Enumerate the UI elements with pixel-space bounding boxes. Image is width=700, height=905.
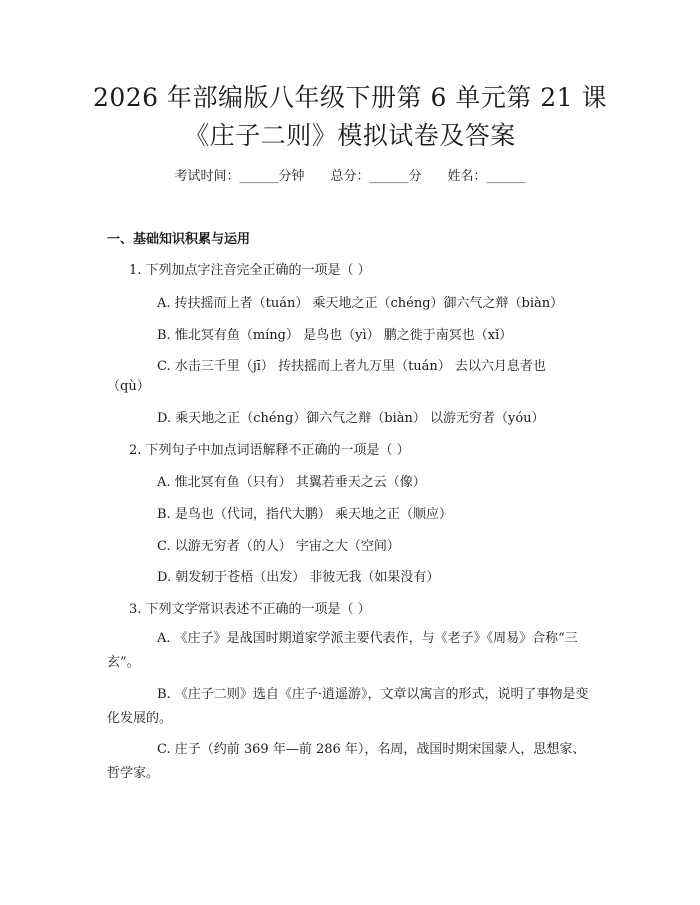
exam-time: 考试时间：______分钟 xyxy=(174,169,305,184)
question-2-option-d: D. 朝发轫于苍梧（出发） 非彼无我（如果没有） xyxy=(157,570,440,585)
question-3-option-b-text: B. 《庄子二则》选自《庄子·逍遥游》，文章以寓言的形式，说明了事物是变化发展的。 xyxy=(107,687,589,726)
section-heading: 一、基础知识积累与运用 xyxy=(107,232,251,247)
question-2-option-a: A. 惟北冥有鱼（只有） 其翼若垂天之云（像） xyxy=(157,475,426,490)
question-1-option-a: A. 抟扶摇而上者（tuán） 乘天地之正（chéng）御六气之辩（biàn） xyxy=(157,296,564,311)
question-3-option-a xyxy=(107,627,597,675)
question-2-option-c: C. 以游无穷者（的人） 宇宙之大（空间） xyxy=(157,539,400,554)
question-3-option-b xyxy=(107,683,597,731)
question-1-stem: 1. 下列加点字注音完全正确的一项是（ ） xyxy=(129,263,371,278)
exam-name: 姓名：______ xyxy=(447,169,526,184)
question-3-stem: 3. 下列文学常识表述不正确的一项是（ ） xyxy=(129,602,371,617)
question-1-option-b: B. 惟北冥有鱼（míng） 是鸟也（yì） 鹏之徙于南冥也（xǐ） xyxy=(157,328,513,343)
question-3-option-c xyxy=(107,738,597,786)
page-title-line-2: 《庄子二则》模拟试卷及答案 xyxy=(184,121,516,150)
question-1-option-d: D. 乘天地之正（chéng）御六气之辩（biàn） 以游无穷者（yóu） xyxy=(157,411,545,426)
page-title-line-1: 2026 年部编版八年级下册第 6 单元第 21 课 xyxy=(92,83,608,112)
question-2-option-b: B. 是鸟也（代词，指代大鹏） 乘天地之正（顺应） xyxy=(157,507,452,522)
exam-info xyxy=(0,168,700,186)
question-3-option-a-text: A. 《庄子》是战国时期道家学派主要代表作，与《老子》《周易》合称“三玄”。 xyxy=(107,631,578,670)
question-1-option-c-cont: （qù） xyxy=(107,379,150,394)
question-1-option-c: C. 水击三千里（jī） 抟扶摇而上者九万里（tuán） 去以六月息者也 xyxy=(157,359,546,374)
exam-score: 总分：______分 xyxy=(330,169,422,184)
question-3-option-c-text: C. 庄子（约前 369 年—前 286 年），名周，战国时期宋国蒙人，思想家、哲学家。 xyxy=(107,742,586,781)
question-2-stem: 2. 下列句子中加点词语解释不正确的一项是（ ） xyxy=(129,443,410,458)
